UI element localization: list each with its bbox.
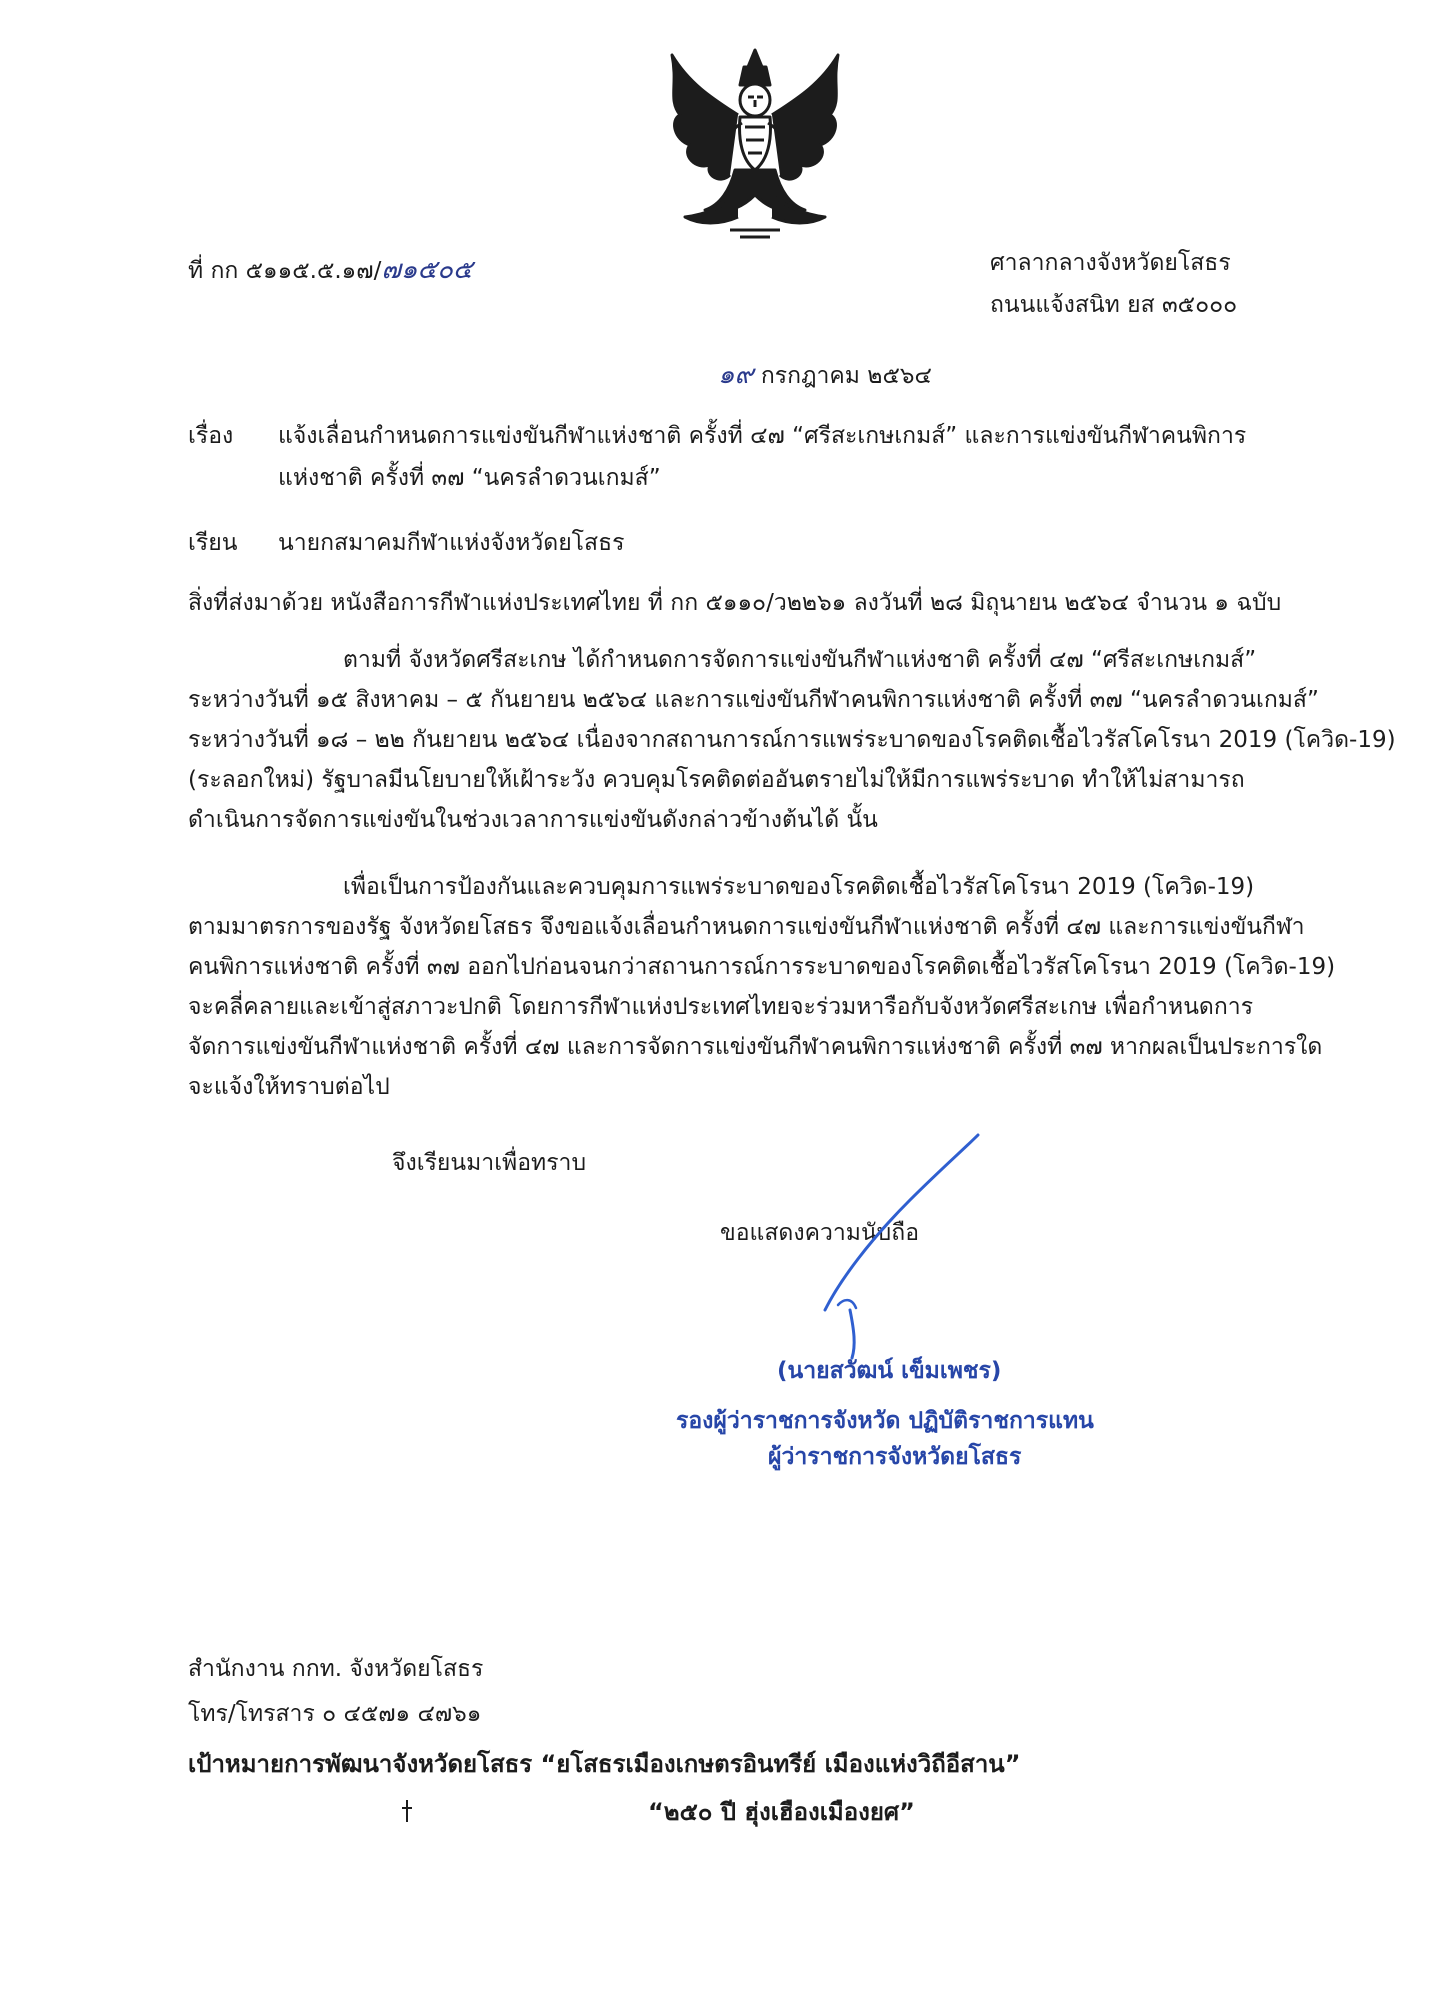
scan-speck <box>400 1800 414 1822</box>
enclosure-label: สิ่งที่ส่งมาด้วย <box>188 590 324 616</box>
paragraph-line: จัดการแข่งขันกีฬาแห่งชาติ ครั้งที่ ๔๗ และการจัดการแข่งขันกีฬาคนพิการแห่งชาติ ครั้งที่ ๓๗ หากผลเป็นประการใด <box>188 1034 1323 1060</box>
footer-slogan-line2: “๒๕๐ ปี ฮุ่งเฮืองเมืองยศ” <box>648 1798 915 1826</box>
subject-line2: แห่งชาติ ครั้งที่ ๓๗ “นครลำดวนเกมส์” <box>278 465 661 491</box>
footer-slogan-line1: เป้าหมายการพัฒนาจังหวัดยโสธร “ยโสธรเมืองเกษตรอินทรีย์ เมืองแห่งวิถีอีสาน” <box>188 1750 1021 1778</box>
doc-number <box>188 257 473 283</box>
garuda-emblem-icon <box>660 45 850 245</box>
enclosure-text: หนังสือการกีฬาแห่งประเทศไทย ที่ กก ๕๑๑๐/ว๒๒๖๑ ลงวันที่ ๒๘ มิถุนายน ๒๕๖๔ จำนวน ๑ ฉบับ <box>330 590 1282 616</box>
letter-date <box>718 362 932 388</box>
office-address-line2: ถนนแจ้งสนิท ยส ๓๕๐๐๐ <box>990 292 1238 318</box>
subject-line1: แจ้งเลื่อนกำหนดการแข่งขันกีฬาแห่งชาติ ครั้งที่ ๔๗ “ศรีสะเกษเกมส์” และการแข่งขันกีฬาคนพิการ <box>278 423 1247 449</box>
body-paragraph-2 <box>188 867 1336 1107</box>
paragraph-line: ตามที่ จังหวัดศรีสะเกษ ได้กำหนดการจัดการแข่งขันกีฬาแห่งชาติ ครั้งที่ ๔๗ “ศรีสะเกษเกมส์” <box>343 647 1257 673</box>
regards-text: ขอแสดงความนับถือ <box>720 1220 920 1246</box>
footer-office: สำนักงาน กกท. จังหวัดยโสธร <box>188 1656 484 1682</box>
doc-number-prefix: ที่ กก ๕๑๑๕.๕.๑๗/ <box>188 258 382 284</box>
addressee-label: เรียน <box>188 530 238 556</box>
signature-scribble <box>780 1130 1020 1360</box>
paragraph-line: ตามมาตรการของรัฐ จังหวัดยโสธร จึงขอแจ้งเลื่อนกำหนดการแข่งขันกีฬาแห่งชาติ ครั้งที่ ๔๗ และการแข่งขันกีฬา <box>188 914 1305 940</box>
paragraph-line: จะคลี่คลายและเข้าสู่สภาวะปกติ โดยการกีฬาแห่งประเทศไทยจะร่วมหารือกับจังหวัดศรีสะเกษ เพื่อกำหนดการ <box>188 994 1254 1020</box>
signatory-position-1: รองผู้ว่าราชการจังหวัด ปฏิบัติราชการแทน <box>676 1408 1094 1434</box>
enclosure <box>188 592 1281 615</box>
paragraph-line: ดำเนินการจัดการแข่งขันในช่วงเวลาการแข่งขันดังกล่าวข้างต้นได้ นั้น <box>188 807 878 833</box>
signatory-position-2: ผู้ว่าราชการจังหวัดยโสธร <box>768 1444 1022 1470</box>
closing-text: จึงเรียนมาเพื่อทราบ <box>392 1150 587 1176</box>
addressee-text: นายกสมาคมกีฬาแห่งจังหวัดยโสธร <box>278 530 625 556</box>
date-month-year: กรกฎาคม ๒๕๖๔ <box>760 363 932 389</box>
paragraph-line: เพื่อเป็นการป้องกันและควบคุมการแพร่ระบาดของโรคติดเชื้อไวรัสโคโรนา 2019 (โควิด-19) <box>343 874 1255 900</box>
office-address-line1: ศาลากลางจังหวัดยโสธร <box>990 250 1231 276</box>
paragraph-line: (ระลอกใหม่) รัฐบาลมีนโยบายให้เฝ้าระวัง ควบคุมโรคติดต่ออันตรายไม่ให้มีการแพร่ระบาด ทำให้ไม่สามารถ <box>188 767 1245 793</box>
paragraph-line: ระหว่างวันที่ ๑๕ สิงหาคม – ๕ กันยายน ๒๕๖๔ และการแข่งขันกีฬาคนพิการแห่งชาติ ครั้งที่ ๓๗ “นครลำดวนเกมส์” <box>188 687 1319 713</box>
paragraph-line: จะแจ้งให้ทราบต่อไป <box>188 1074 390 1100</box>
footer-phone: โทร/โทรสาร ๐ ๔๕๗๑ ๔๗๖๑ <box>188 1701 482 1727</box>
paragraph-line: คนพิการแห่งชาติ ครั้งที่ ๓๗ ออกไปก่อนจนกว่าสถานการณ์การระบาดของโรคติดเชื้อไวรัสโคโรนา 2019 (โควิด-19) <box>188 954 1336 980</box>
paragraph-line: ระหว่างวันที่ ๑๘ – ๒๒ กันยายน ๒๕๖๔ เนื่องจากสถานการณ์การแพร่ระบาดของโรคติดเชื้อไวรัสโคโรนา 2019 (โควิด-19) <box>188 727 1396 753</box>
doc-number-handwritten: ๗๑๕๐๕ <box>381 255 473 285</box>
subject-label: เรื่อง <box>188 423 234 449</box>
body-paragraph-1 <box>188 640 1396 840</box>
date-day-handwritten: ๑๙ <box>718 360 754 390</box>
signatory-name: (นายสวัฒน์ เข็มเพชร) <box>777 1358 1002 1384</box>
